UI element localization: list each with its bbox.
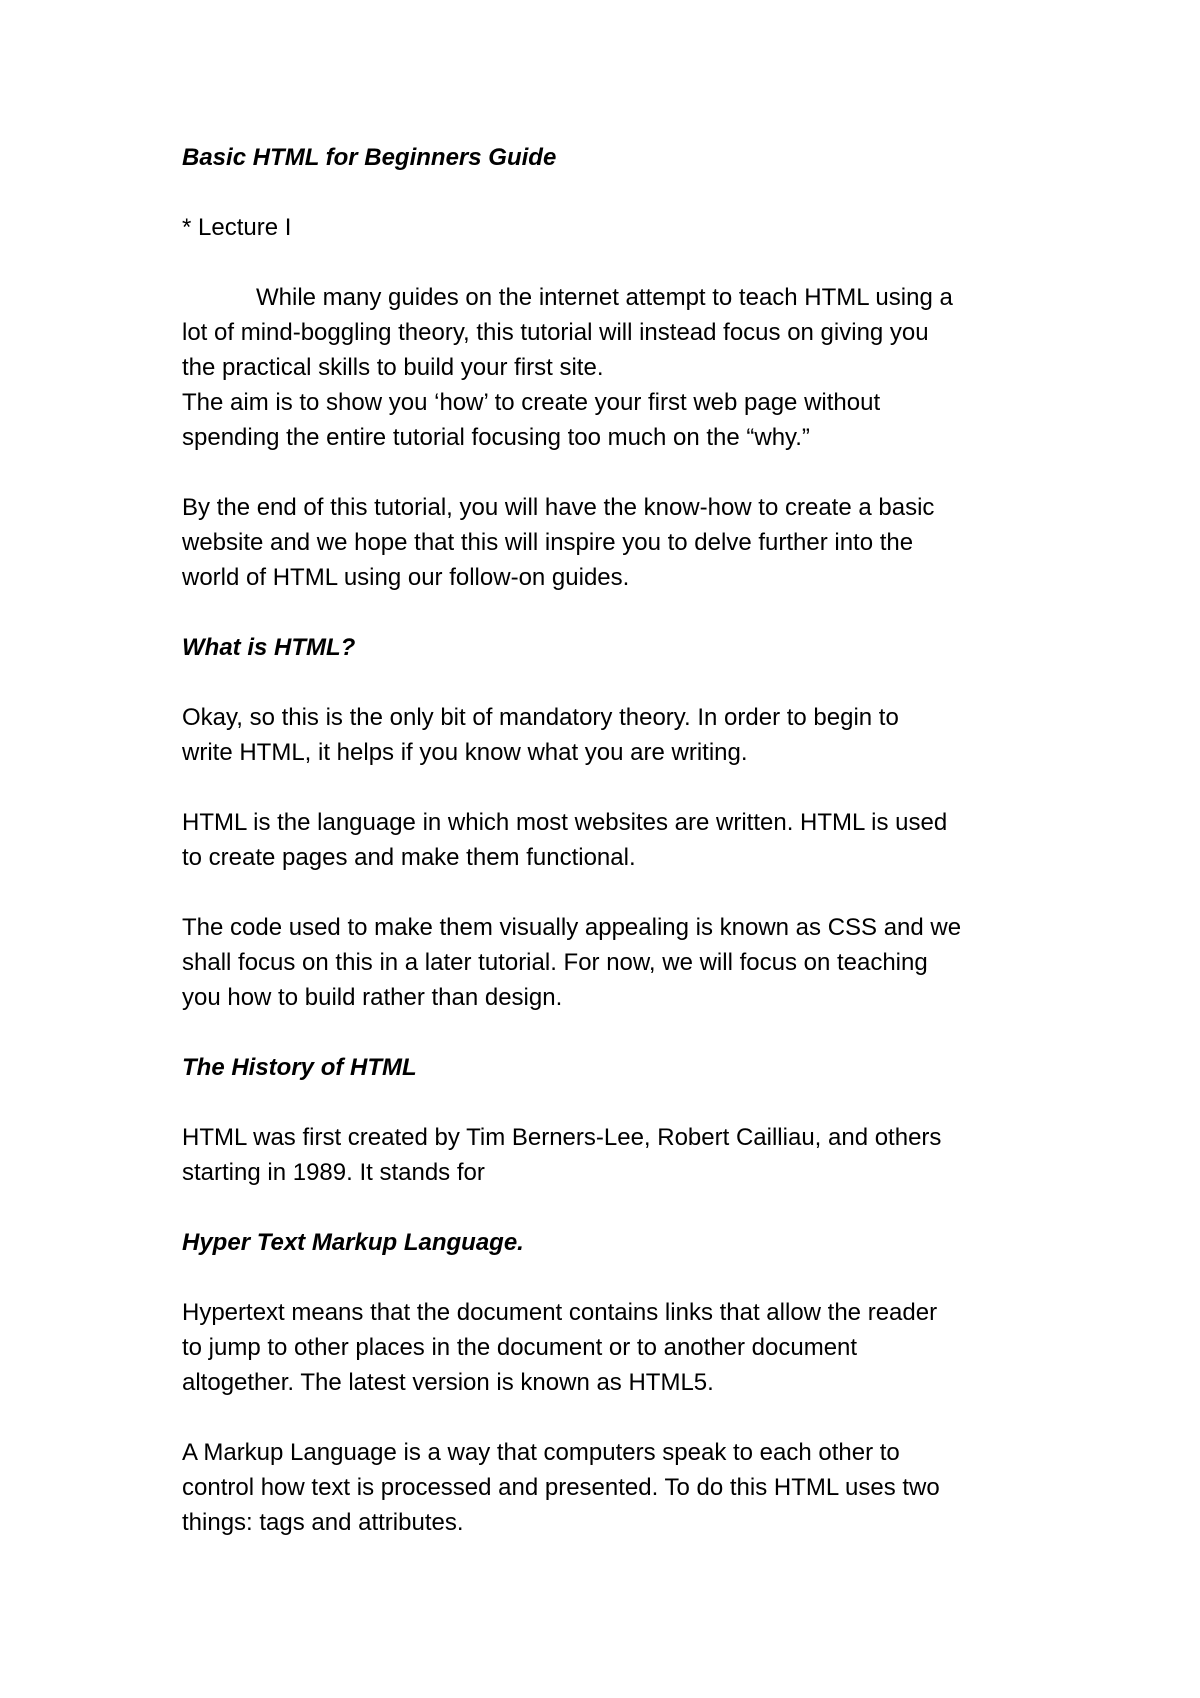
spacer (182, 245, 1062, 280)
paragraph-line: shall focus on this in a later tutorial. For now, we will focus on teaching (182, 949, 928, 976)
paragraph-line: A Markup Language is a way that computers speak to each other to (182, 1439, 900, 1466)
spacer (182, 1260, 1062, 1295)
outcome-line: website and we hope that this will inspire you to delve further into the (182, 529, 914, 556)
paragraph-line: control how text is processed and presented. To do this HTML uses two (182, 1474, 940, 1501)
lecture-label: * Lecture I (182, 214, 292, 241)
paragraph-line: you how to build rather than design. (182, 984, 563, 1011)
paragraph-line: Okay, so this is the only bit of mandatory theory. In order to begin to (182, 704, 899, 731)
paragraph-line: HTML is the language in which most websites are written. HTML is used (182, 809, 948, 836)
intro-line: spending the entire tutorial focusing too much on the “why.” (182, 424, 810, 451)
intro-line: lot of mind-boggling theory, this tutorial will instead focus on giving you (182, 319, 929, 346)
outcome-line: By the end of this tutorial, you will have the know-how to create a basic (182, 494, 935, 521)
outcome-line: world of HTML using our follow-on guides. (182, 564, 630, 591)
spacer (182, 1085, 1062, 1120)
paragraph-line: write HTML, it helps if you know what you are writing. (182, 739, 748, 766)
spacer (182, 1190, 1062, 1225)
paragraph-line: to create pages and make them functional. (182, 844, 636, 871)
intro-line (182, 280, 1062, 315)
spacer (182, 175, 1062, 210)
paragraph-line: Hypertext means that the document contains links that allow the reader (182, 1299, 938, 1326)
section-heading-what-is-html: What is HTML? (182, 634, 356, 661)
paragraph-line: altogether. The latest version is known as HTML5. (182, 1369, 714, 1396)
intro-line: the practical skills to build your first site. (182, 354, 604, 381)
paragraph-line: to jump to other places in the document or to another document (182, 1334, 858, 1361)
spacer (182, 770, 1062, 805)
spacer (182, 455, 1062, 490)
document-body (182, 140, 1062, 1540)
paragraph-line: The code used to make them visually appealing is known as CSS and we (182, 914, 962, 941)
acronym-expansion: Hyper Text Markup Language. (182, 1229, 524, 1256)
intro-line-text: While many guides on the internet attempt to teach HTML using a (256, 284, 953, 311)
spacer (182, 665, 1062, 700)
paragraph-line: starting in 1989. It stands for (182, 1159, 485, 1186)
intro-line: The aim is to show you ‘how’ to create your first web page without (182, 389, 881, 416)
paragraph-line: things: tags and attributes. (182, 1509, 464, 1536)
document-title: Basic HTML for Beginners Guide (182, 144, 557, 171)
spacer (182, 1400, 1062, 1435)
spacer (182, 1015, 1062, 1050)
paragraph-line: HTML was first created by Tim Berners-Lee, Robert Cailliau, and others (182, 1124, 942, 1151)
spacer (182, 875, 1062, 910)
spacer (182, 595, 1062, 630)
section-heading-history: The History of HTML (182, 1054, 417, 1081)
